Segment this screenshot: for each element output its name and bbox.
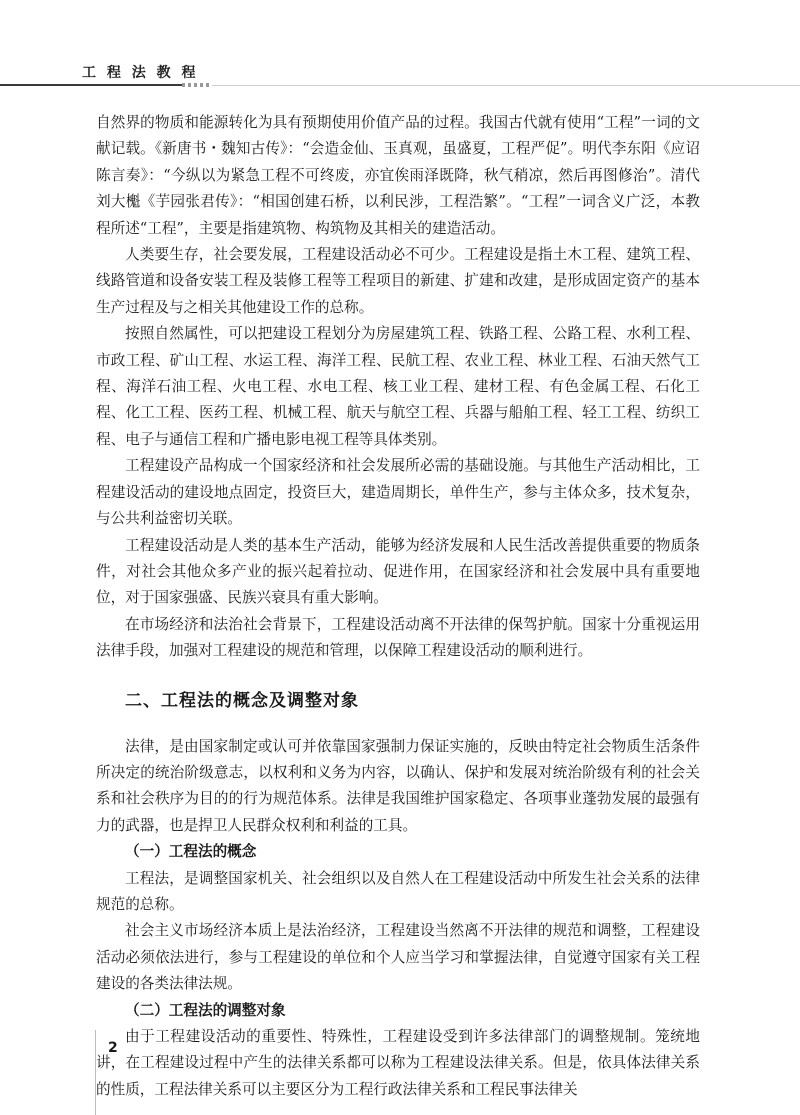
header-rule xyxy=(0,84,182,86)
paragraph: 在市场经济和法治社会背景下，工程建设活动离不开法律的保驾护航。国家十分重视运用法律手段，加强对工程建设的规范和管理，以保障工程建设活动的顺利进行。 xyxy=(96,615,700,660)
paragraph: 工程建设产品构成一个国家经济和社会发展所必需的基础设施。与其他生产活动相比，工程建设活动的建设地点固定，投资巨大，建造周期长，单件生产，参与主体众多，技术复杂，与公共利益密切关联。 xyxy=(96,457,700,528)
paragraph: 按照自然属性，可以把建设工程划分为房屋建筑工程、铁路工程、公路工程、水利工程、市政工程、矿山工程、水运工程、海洋工程、民航工程、农业工程、林业工程、石油天然气工程、海洋石油工程、火电工程、水电工程、核工业工程、建材工程、有色金属工程、石化工程、化工工程、医药工程、机械工程、航天与航空工程、兵器与船舶工程、轻工工程、纺织工程、电子与通信工程和广播电影电视工程等具体类别。 xyxy=(96,325,700,448)
paragraph: 自然界的物质和能源转化为具有预期使用价值产品的过程。我国古代就有使用“工程”一词的文献记载。《新唐书・魏知古传》：“会造金仙、玉真观，虽盛夏，工程严促”。明代李东阳《应诏陈言奏》：“今纵以为紧急工程不可终废，亦宜俟雨泽既降，秋气稍凉，然后再图修治”。清代刘大櫆《芋园张君传》：“相国创建石桥，以利民涉，工程浩繁”。“工程”一词含义广泛，本教程所述“工程”，主要是指建筑物、构筑物及其相关的建造活动。 xyxy=(96,114,700,237)
paragraph: 社会主义市场经济本质上是法治经济，工程建设当然离不开法律的规范和调整，工程建设活动必须依法进行，参与工程建设的单位和个人应当学习和掌握法律，自觉遵守国家有关工程建设的各类法律法规。 xyxy=(96,922,700,993)
body-text xyxy=(96,110,700,1103)
margin-line xyxy=(95,1030,96,1115)
header-rule-dots xyxy=(182,83,212,87)
header-rule-thin xyxy=(212,85,800,86)
subsection-heading: （一）工程法的概念 xyxy=(125,843,257,861)
paragraph: 法律，是由国家制定或认可并依靠国家强制力保证实施的，反映由特定社会物质生活条件所决定的统治阶级意志，以权利和义务为内容，以确认、保护和发展对统治阶级有利的社会关系和社会秩序为目的的行为规范体系。法律是我国维护国家稳定、各项事业蓬勃发展的最强有力的武器，也是捍卫人民群众权利和利益的工具。 xyxy=(96,737,700,834)
paragraph: 由于工程建设活动的重要性、特殊性，工程建设受到许多法律部门的调整规制。笼统地讲，在工程建设过程中产生的法律关系都可以称为工程建设法律关系。但是，依具体法律关系的性质，工程法律关系可以主要区分为工程行政法律关系和工程民事法律关 xyxy=(96,1028,700,1098)
paragraph: 工程法，是调整国家机关、社会组织以及自然人在工程建设活动中所发生社会关系的法律规范的总称。 xyxy=(96,869,700,913)
paragraph: 人类要生存，社会要发展，工程建设活动必不可少。工程建设是指土木工程、建筑工程、线路管道和设备安装工程及装修工程等工程项目的新建、扩建和改建，是形成固定资产的基本生产过程及与之相关其他建设工作的总称。 xyxy=(96,246,700,316)
section-heading: 二、工程法的概念及调整对象 xyxy=(125,690,359,711)
paragraph: 工程建设活动是人类的基本生产活动，能够为经济发展和人民生活改善提供重要的物质条件，对社会其他众多产业的振兴起着拉动、促进作用，在国家经济和社会发展中具有重要地位，对于国家强盛、民族兴衰具有重大影响。 xyxy=(96,536,700,607)
subsection-heading: （二）工程法的调整对象 xyxy=(125,1001,286,1019)
page-number: 2 xyxy=(108,1040,118,1056)
running-header: 工 程 法 教 程 xyxy=(82,65,199,81)
